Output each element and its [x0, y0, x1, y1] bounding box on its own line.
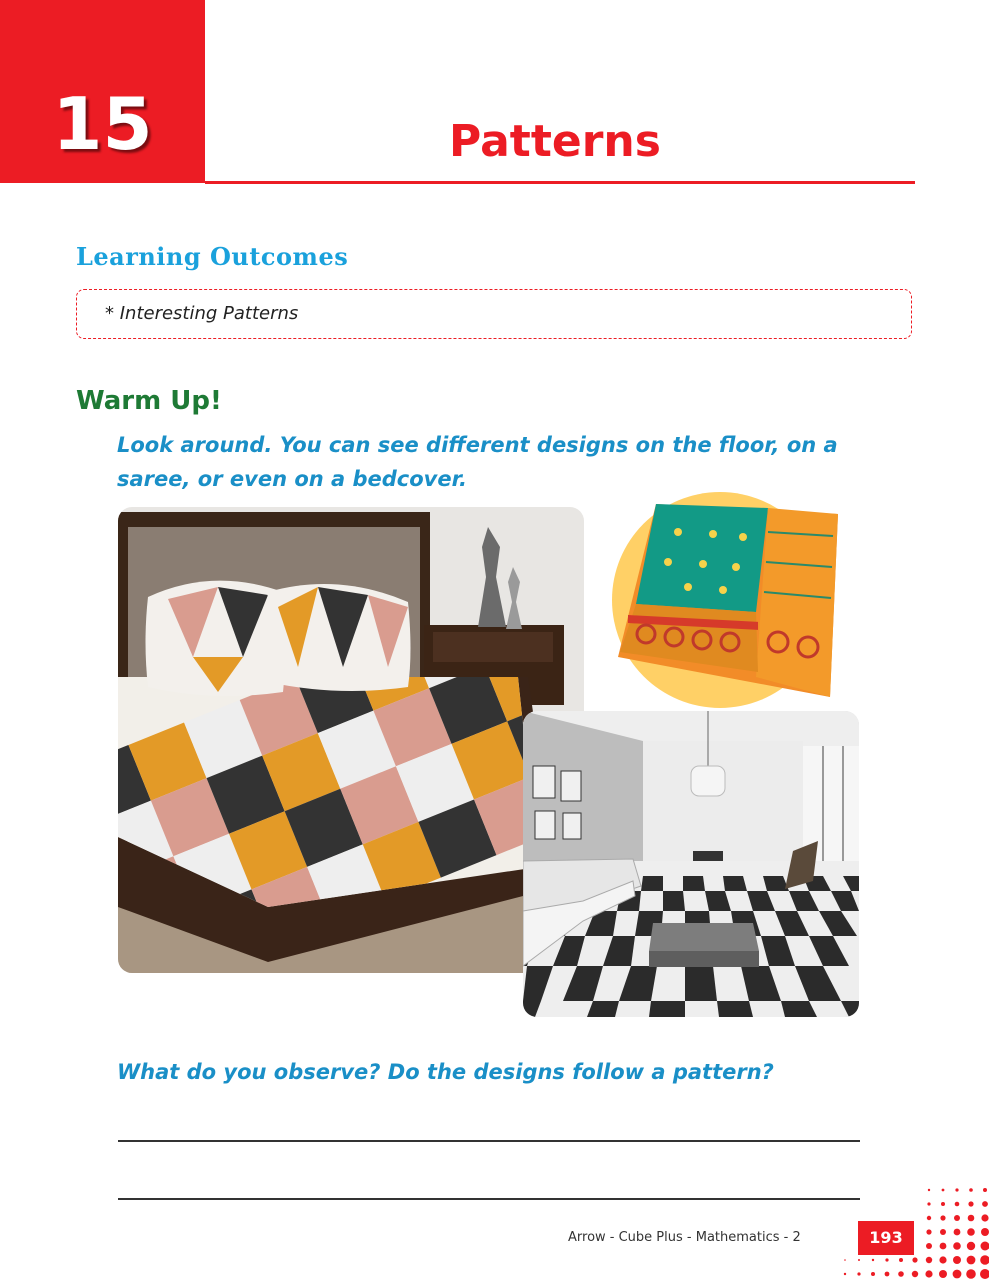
bedcover-photo	[118, 507, 584, 973]
learning-outcome-item: * Interesting Patterns	[105, 303, 299, 324]
warm-up-question: What do you observe? Do the designs follow a pattern?	[117, 1060, 774, 1084]
learning-outcomes-box	[76, 289, 912, 339]
saree-photo	[608, 492, 866, 710]
chapter-number: 15	[52, 82, 153, 166]
checkered-floor-photo	[523, 711, 859, 1017]
warm-up-heading: Warm Up!	[76, 386, 222, 416]
chapter-title: Patterns	[449, 116, 661, 167]
answer-line-1[interactable]	[118, 1140, 860, 1142]
book-title-footer: Arrow - Cube Plus - Mathematics - 2	[568, 1230, 801, 1245]
page-number: 193	[858, 1221, 914, 1255]
warm-up-intro: Look around. You can see different designs on the floor, on a saree, or even on a bedcover.	[117, 433, 838, 491]
answer-line-2[interactable]	[118, 1198, 860, 1200]
title-underline	[205, 181, 915, 184]
learning-outcomes-heading: Learning Outcomes	[76, 242, 349, 271]
